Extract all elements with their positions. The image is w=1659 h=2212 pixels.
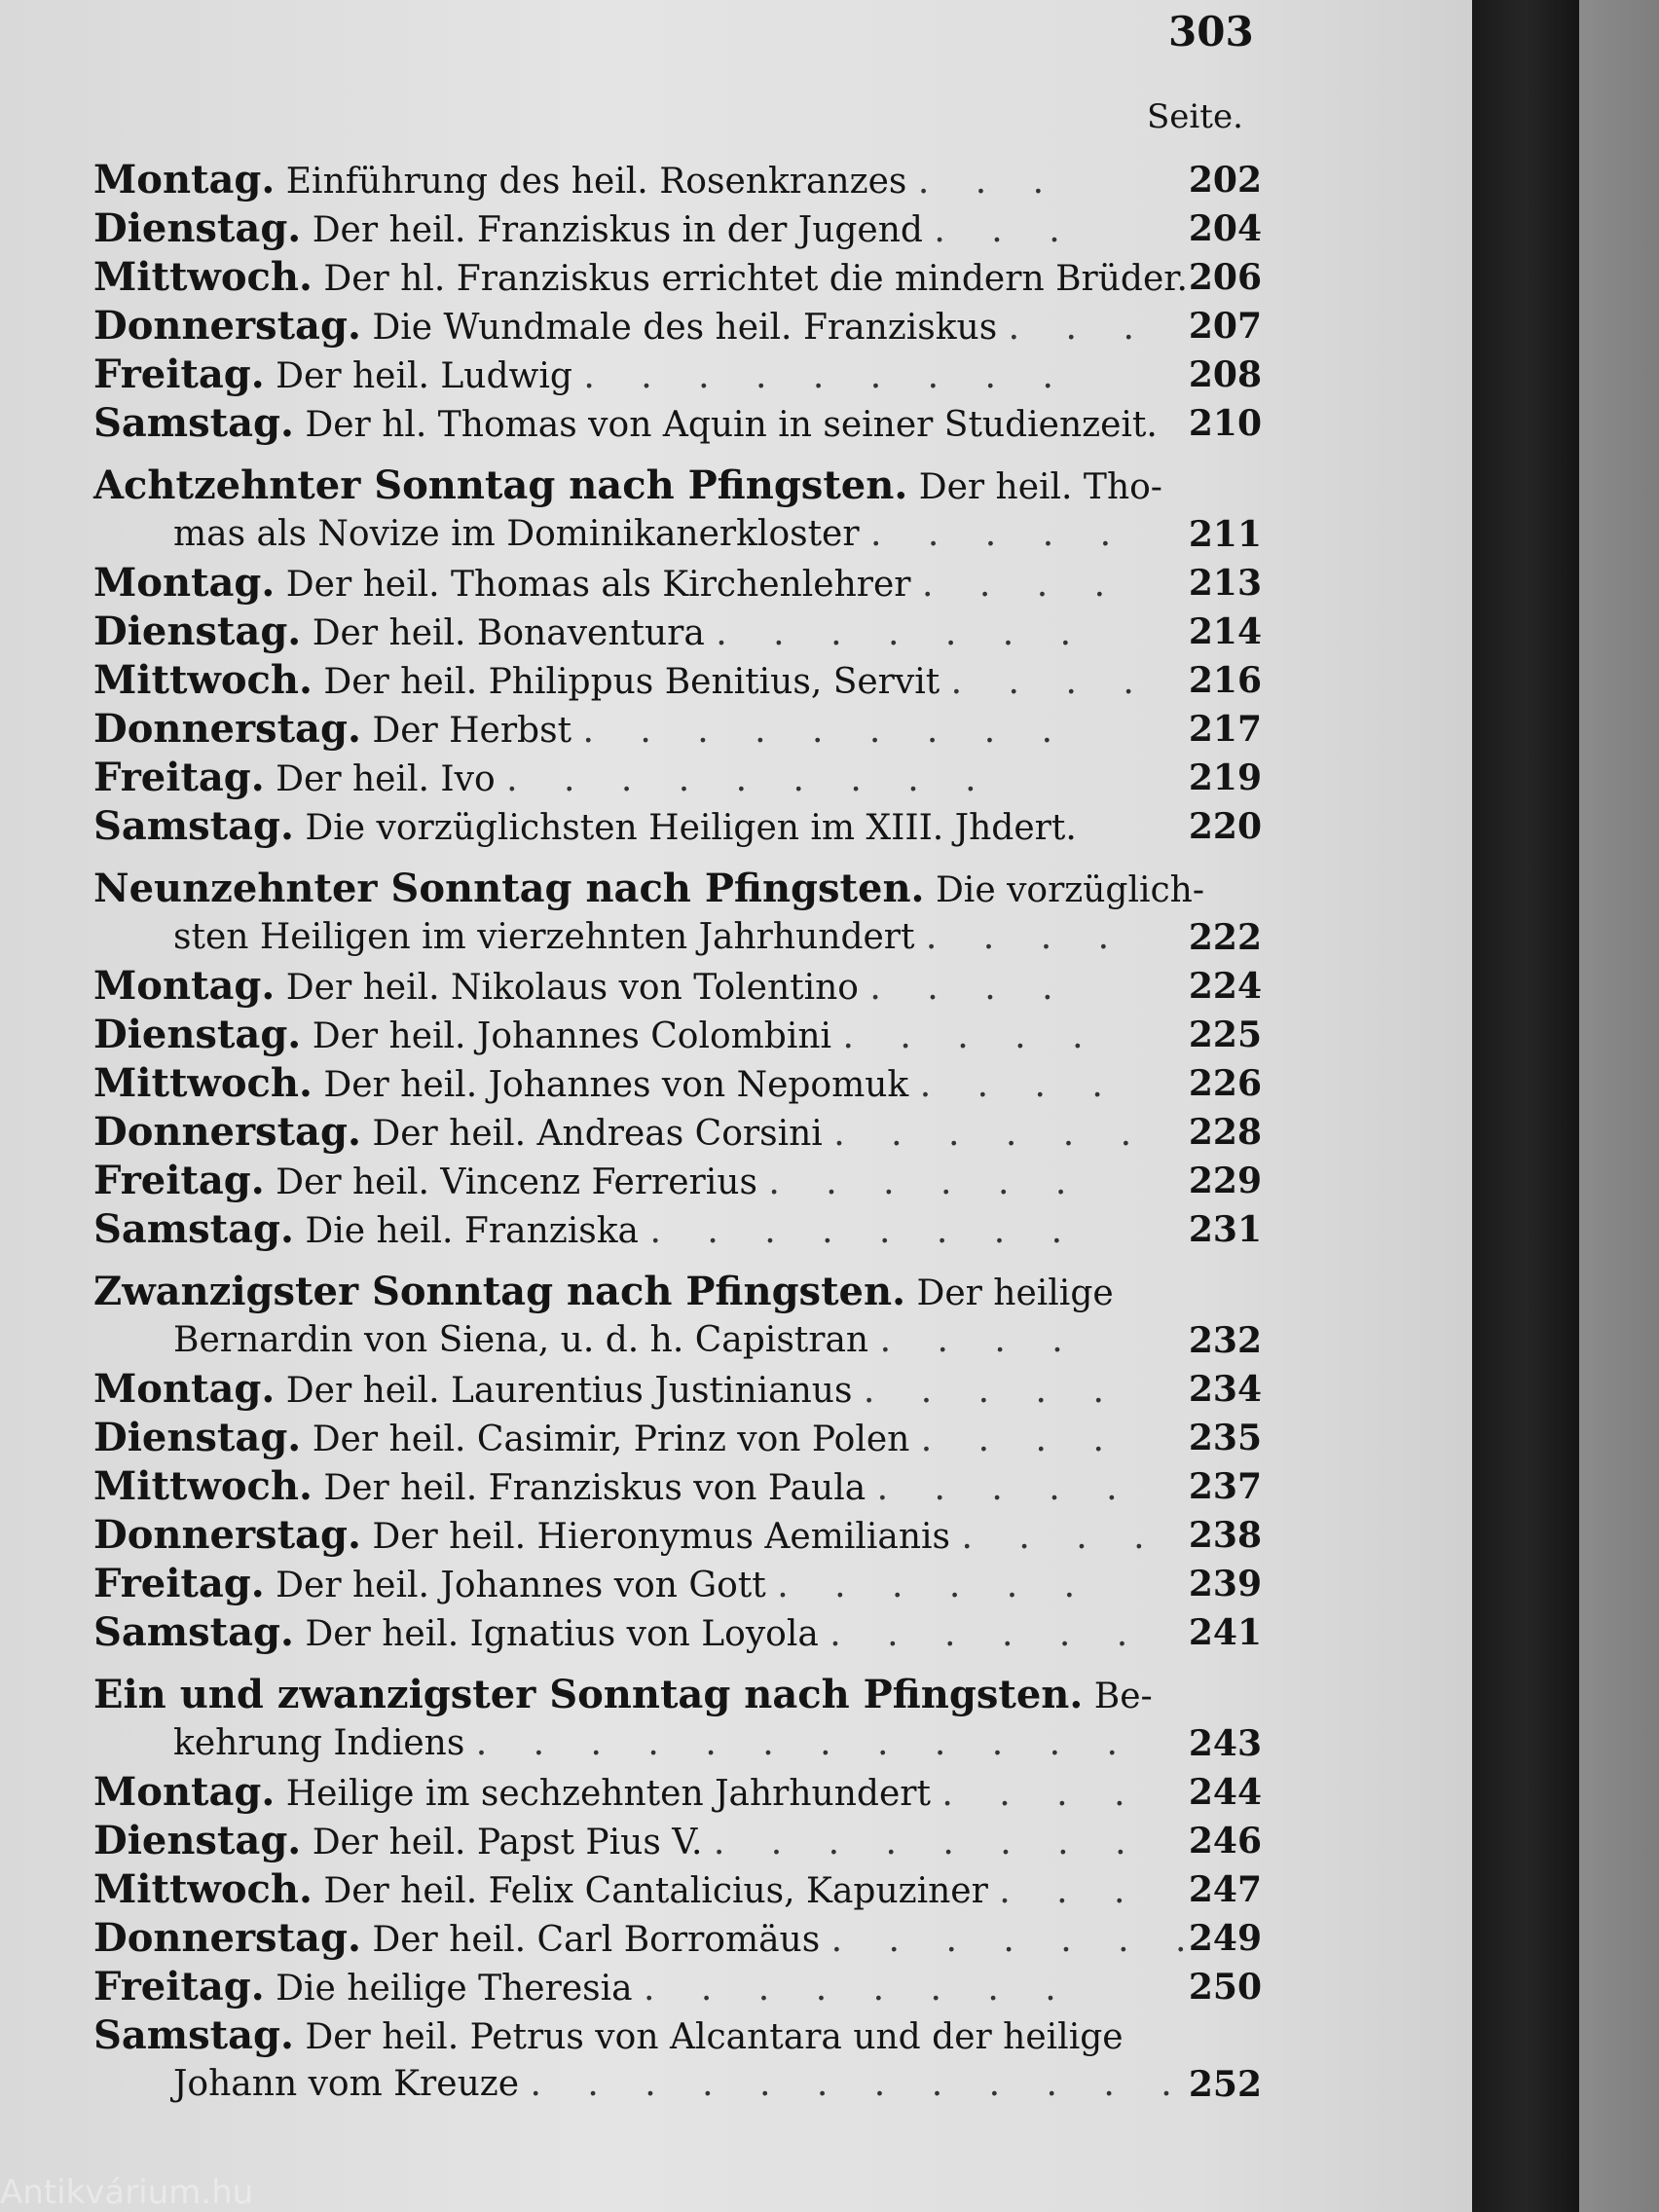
toc-entry [93, 1511, 1262, 1560]
toc-entry [93, 608, 1262, 656]
page-ref: 226 [1188, 1063, 1262, 1104]
toc-entry [93, 1817, 1262, 1865]
entry-text: Die vorzüglichsten Heiligen im XIII. Jhdert. [305, 808, 1077, 848]
entry-text: Der heil. Andreas Corsini [372, 1114, 823, 1154]
page-ref: 214 [1188, 611, 1262, 652]
entry-text: Der heil. Bonaventura [312, 613, 705, 653]
toc-entry [93, 1108, 1262, 1157]
page-ref: 252 [1188, 2064, 1262, 2105]
weekday-label: Dienstag. [93, 608, 302, 654]
leader-dots: . . . . . [876, 1468, 1135, 1508]
leader-dots: . . . . . . [768, 1162, 1085, 1202]
toc-entry [93, 1205, 1262, 1254]
page-number: 303 [1168, 8, 1254, 55]
toc-entry [93, 350, 1262, 399]
entry-text: Der heil. Ivo [276, 759, 496, 799]
toc-entry [93, 1963, 1262, 2011]
toc-entry [93, 302, 1262, 350]
toc-entry [93, 656, 1262, 705]
page-ref: 249 [1188, 1918, 1262, 1959]
page-ref: 207 [1188, 306, 1262, 347]
entry-text: sten Heiligen im vierzehnten Jahrhundert [173, 917, 915, 957]
toc-entry [93, 1059, 1262, 1108]
leader-dots: . . . [917, 162, 1062, 202]
entry-text: Der heil. Franziskus von Paula [323, 1468, 866, 1508]
entry-text: Johann vom Kreuze [173, 2064, 520, 2104]
leader-dots: . . . . . . . . . [582, 711, 1071, 751]
entry-text: Heilige im sechzehnten Jahrhundert [285, 1774, 931, 1814]
entry-text: Der heil. Tho- [918, 467, 1162, 507]
sunday-title: Achtzehnter Sonntag nach Pfingsten. [93, 462, 908, 508]
entry-text: Der heil. Philippus Benitius, Servit [323, 662, 940, 702]
weekday-label: Samstag. [93, 400, 294, 446]
toc-entry [93, 962, 1262, 1011]
leader-dots: . . . . . . [830, 1614, 1146, 1654]
weekday-label: Mittwoch. [93, 1463, 313, 1509]
entry-text: Der heil. Carl Borromäus [372, 1920, 821, 1960]
entry-text: Der heil. Ignatius von Loyola [305, 1614, 819, 1654]
page-ref: 219 [1188, 757, 1262, 798]
weekday-label: Dienstag. [93, 1012, 302, 1057]
toc-entry [93, 1157, 1262, 1205]
page-ref: 220 [1188, 806, 1262, 847]
page-ref: 225 [1188, 1014, 1262, 1055]
page-ref: 250 [1188, 1967, 1262, 2008]
page-ref: 206 [1188, 257, 1262, 298]
sunday-heading-entry [93, 865, 1262, 913]
seite-label: Seite. [1147, 97, 1243, 136]
leader-dots: . . . . [941, 1774, 1143, 1814]
page-ref: 232 [1188, 1320, 1262, 1361]
toc-entry [93, 204, 1262, 253]
entry-text: Der heil. Petrus von Alcantara und der heilige [305, 2017, 1124, 2057]
toc-entry [93, 754, 1262, 802]
entry-text: Der heil. Felix Cantalicius, Kapuziner [323, 1871, 988, 1911]
weekday-label: Donnerstag. [93, 1109, 361, 1155]
weekday-label: Dienstag. [93, 205, 302, 251]
sunday-title: Ein und zwanzigster Sonntag nach Pfingsten. [93, 1672, 1084, 1717]
entry-text: Der heil. Thomas als Kirchenlehrer [285, 565, 911, 605]
weekday-label: Freitag. [93, 1561, 265, 1606]
table-of-contents [93, 156, 1262, 2109]
weekday-label: Freitag. [93, 755, 265, 800]
entry-text: Der Herbst [372, 711, 572, 751]
sunday-heading-entry [93, 1671, 1262, 1719]
leader-dots: . . . . . . . . [713, 1823, 1144, 1862]
page-ref: 241 [1188, 1612, 1262, 1653]
entry-text: Der heil. Nikolaus von Tolentino [285, 968, 859, 1008]
page-ref: 204 [1188, 208, 1262, 249]
weekday-label: Montag. [93, 963, 276, 1009]
page-ref: 244 [1188, 1772, 1262, 1813]
entry-text: Der hl. Franziskus errichtet die mindern Brüder. [323, 259, 1188, 299]
weekday-label: Donnerstag. [93, 706, 361, 752]
sunday-heading-entry [93, 1268, 1262, 1316]
page-ref: 216 [1188, 660, 1262, 701]
sunday-title: Neunzehnter Sonntag nach Pfingsten. [93, 866, 925, 911]
leader-dots: . . . [999, 1871, 1143, 1911]
page-ref: 234 [1188, 1369, 1262, 1410]
toc-entry [93, 1365, 1262, 1414]
leader-dots: . . . . [950, 662, 1152, 702]
leader-dots: . . . . . . . . [644, 1969, 1074, 2009]
page-ref: 229 [1188, 1161, 1262, 1201]
entry-text: Der heil. Laurentius Justinianus [285, 1371, 853, 1411]
leader-dots: . . . . . . . . . [506, 759, 994, 799]
page-ref: 231 [1188, 1209, 1262, 1250]
page-ref: 238 [1188, 1515, 1262, 1556]
entry-text: Die vorzüglich- [935, 870, 1205, 910]
page-ref: 210 [1188, 403, 1262, 444]
toc-entry [93, 1865, 1262, 1914]
toc-entry [93, 1560, 1262, 1608]
leader-dots: . . . . [961, 1517, 1162, 1557]
toc-entry [93, 1768, 1262, 1817]
toc-entry [93, 510, 1262, 559]
entry-text: Der heil. Vincenz Ferrerius [276, 1162, 757, 1202]
weekday-label: Mittwoch. [93, 254, 313, 300]
leader-dots: . . . [1008, 308, 1152, 348]
weekday-label: Mittwoch. [93, 1060, 313, 1106]
weekday-label: Samstag. [93, 1206, 294, 1252]
toc-entry [93, 1316, 1262, 1365]
toc-entry [93, 802, 1262, 851]
toc-entry [93, 1462, 1262, 1511]
leader-dots: . . . . . . . . . [583, 356, 1071, 396]
toc-entry [93, 1414, 1262, 1462]
leader-dots: . . . . . . . [716, 613, 1089, 653]
sunday-heading-entry [93, 461, 1262, 510]
toc-entry [93, 1011, 1262, 1059]
page-ref: 228 [1188, 1112, 1262, 1153]
leader-dots: . . . . [921, 565, 1124, 605]
weekday-label: Samstag. [93, 2012, 294, 2058]
entry-text: Der heil. Ludwig [276, 356, 572, 396]
entry-text: Der heil. Hieronymus Aemilianis [372, 1517, 951, 1557]
weekday-label: Donnerstag. [93, 1512, 361, 1558]
toc-entry [93, 2011, 1262, 2060]
entry-text: kehrung Indiens [173, 1723, 465, 1763]
entry-text: Der heil. Johannes Colombini [312, 1016, 832, 1056]
entry-text: Be- [1093, 1677, 1153, 1716]
leader-dots: . . . . [919, 1065, 1121, 1105]
book-spine [1472, 0, 1579, 2212]
toc-entry [93, 1914, 1262, 1963]
toc-entry [93, 705, 1262, 754]
leader-dots: . . . . . [842, 1016, 1101, 1056]
watermark: Antikvárium.hu [0, 2173, 254, 2212]
leader-dots: . . . . [879, 1320, 1081, 1360]
entry-text: Der heil. Johannes von Nepomuk [323, 1065, 909, 1105]
leader-dots: . . . . . . [833, 1114, 1150, 1154]
page-ref: 208 [1188, 354, 1262, 395]
weekday-label: Montag. [93, 157, 276, 203]
page-ref: 211 [1188, 514, 1262, 555]
weekday-label: Mittwoch. [93, 1866, 313, 1912]
leader-dots: . . . . [869, 968, 1071, 1008]
toc-entry [93, 559, 1262, 608]
weekday-label: Freitag. [93, 351, 265, 397]
weekday-label: Mittwoch. [93, 657, 313, 703]
leader-dots: . . . . [925, 917, 1127, 957]
page-ref: 247 [1188, 1869, 1262, 1910]
weekday-label: Dienstag. [93, 1818, 302, 1863]
toc-entry [93, 913, 1262, 962]
leader-dots: . . . . . . . [830, 1920, 1204, 1960]
leader-dots: . . . . . [863, 1371, 1122, 1411]
entry-text: Die Wundmale des heil. Franziskus [372, 308, 998, 348]
leader-dots: . . . . . . . . [649, 1211, 1081, 1251]
entry-text: Der heilige [916, 1273, 1114, 1313]
entry-text: Die heilige Theresia [276, 1969, 633, 2009]
leader-dots: . . . . [920, 1419, 1122, 1459]
page-ref: 224 [1188, 966, 1262, 1007]
weekday-label: Donnerstag. [93, 1915, 361, 1961]
leader-dots: . . . . . [870, 514, 1129, 554]
entry-text: Der heil. Franziskus in der Jugend [312, 210, 923, 250]
entry-text: mas als Novize im Dominikanerkloster [173, 514, 860, 554]
page-ref: 222 [1188, 917, 1262, 958]
weekday-label: Samstag. [93, 1609, 294, 1655]
page-ref: 237 [1188, 1466, 1262, 1507]
weekday-label: Freitag. [93, 1158, 265, 1203]
toc-entry [93, 1608, 1262, 1657]
page-ref: 202 [1188, 160, 1262, 201]
entry-text: Bernardin von Siena, u. d. h. Capistran [173, 1320, 869, 1360]
page-ref: 235 [1188, 1418, 1262, 1458]
entry-text: Einführung des heil. Rosenkranzes [285, 162, 907, 202]
toc-entry [93, 2060, 1262, 2109]
page-ref: 213 [1188, 563, 1262, 604]
entry-text: Der heil. Johannes von Gott [276, 1566, 766, 1605]
entry-text: Der heil. Casimir, Prinz von Polen [312, 1419, 910, 1459]
leader-dots: . . . [934, 210, 1078, 250]
weekday-label: Donnerstag. [93, 303, 361, 349]
page-ref: 217 [1188, 709, 1262, 750]
page-ref: 243 [1188, 1723, 1262, 1764]
sunday-title: Zwanzigster Sonntag nach Pfingsten. [93, 1269, 906, 1314]
leader-dots: . . . . . . . . . . . . [530, 2064, 1190, 2104]
weekday-label: Freitag. [93, 1964, 265, 2009]
weekday-label: Dienstag. [93, 1415, 302, 1460]
entry-text: Die heil. Franziska [305, 1211, 639, 1251]
toc-entry [93, 399, 1262, 448]
weekday-label: Montag. [93, 1366, 276, 1412]
weekday-label: Montag. [93, 560, 276, 606]
page-ref: 239 [1188, 1564, 1262, 1604]
entry-text: Der hl. Thomas von Aquin in seiner Studienzeit. [305, 405, 1158, 445]
toc-entry [93, 156, 1262, 204]
weekday-label: Montag. [93, 1769, 276, 1815]
toc-entry [93, 253, 1262, 302]
entry-text: Der heil. Papst Pius V. [312, 1823, 703, 1862]
leader-dots: . . . . . . [777, 1566, 1093, 1605]
toc-entry [93, 1719, 1262, 1768]
weekday-label: Samstag. [93, 803, 294, 849]
leader-dots: . . . . . . . . . . . . [475, 1723, 1135, 1763]
page-ref: 246 [1188, 1821, 1262, 1862]
